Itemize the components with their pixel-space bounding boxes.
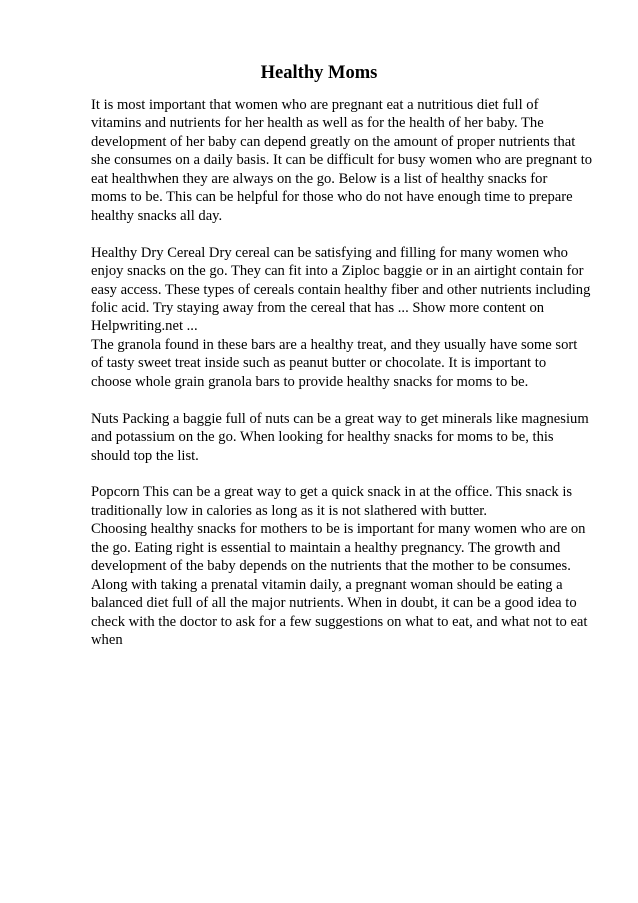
- paragraph: [91, 336, 591, 391]
- text-line: eat healthwhen they are always on the go. Below is a list of healthy snacks for: [91, 170, 548, 187]
- paragraph: [91, 483, 591, 520]
- text-line: balanced diet full of all the major nutrients. When in doubt, it can be a good idea to: [91, 595, 577, 612]
- text-line: It is most important that women who are pregnant eat a nutritious diet full of: [91, 97, 539, 113]
- text-line: when: [91, 632, 123, 649]
- text-line: Popcorn This can be a great way to get a quick snack in at the office. This snack is: [91, 484, 573, 501]
- text-line: Helpwriting.net ...: [91, 318, 198, 335]
- text-line: check with the doctor to ask for a few suggestions on what to eat, and what not to eat: [91, 613, 588, 630]
- text-line: the go. Eating right is essential to maintain a healthy pregnancy. The growth and: [91, 539, 561, 556]
- text-line: The granola found in these bars are a healthy treat, and they usually have some sort: [91, 336, 578, 353]
- paragraph: [91, 410, 591, 465]
- text-line: moms to be. This can be helpful for those who do not have enough time to prepare: [91, 189, 573, 206]
- text-line: she consumes on a daily basis. It can be difficult for busy women who are pregnant to: [91, 152, 593, 169]
- document-body: [91, 96, 591, 650]
- text-line: easy access. These types of cereals contain healthy fiber and other nutrients including: [91, 281, 591, 298]
- paragraph: [91, 96, 591, 225]
- text-line: Nuts Packing a baggie full of nuts can be a great way to get minerals like magnesium: [91, 410, 589, 427]
- page-title: Healthy Moms: [260, 63, 378, 83]
- text-line: development of her baby can depend greatly on the amount of proper nutrients that: [91, 133, 576, 150]
- text-line: of tasty sweet treat inside such as peanut butter or chocolate. It is important to: [91, 355, 547, 372]
- text-line: vitamins and nutrients for her health as well as for the health of her baby. The: [91, 115, 544, 132]
- text-line: Choosing healthy snacks for mothers to be is important for many women who are on: [91, 521, 586, 538]
- text-line: and potassium on the go. When looking for healthy snacks for moms to be, this: [91, 429, 554, 446]
- text-line: Along with taking a prenatal vitamin daily, a pregnant woman should be eating a: [91, 576, 563, 593]
- paragraph: [91, 244, 591, 336]
- text-line: folic acid. Try staying away from the cereal that has ... Show more content on: [91, 299, 545, 316]
- text-line: healthy snacks all day.: [91, 207, 223, 224]
- paragraph: [91, 520, 591, 649]
- text-line: choose whole grain granola bars to provide healthy snacks for moms to be.: [91, 373, 529, 390]
- text-line: Healthy Dry Cereal Dry cereal can be satisfying and filling for many women who: [91, 244, 568, 261]
- text-line: development of the baby depends on the nutrients that the mother to be consumes.: [91, 558, 571, 575]
- text-line: should top the list.: [91, 447, 199, 464]
- text-line: enjoy snacks on the go. They can fit into a Ziploc baggie or in an airtight contain for: [91, 263, 584, 280]
- text-line: traditionally low in calories as long as it is not slathered with butter.: [91, 502, 487, 519]
